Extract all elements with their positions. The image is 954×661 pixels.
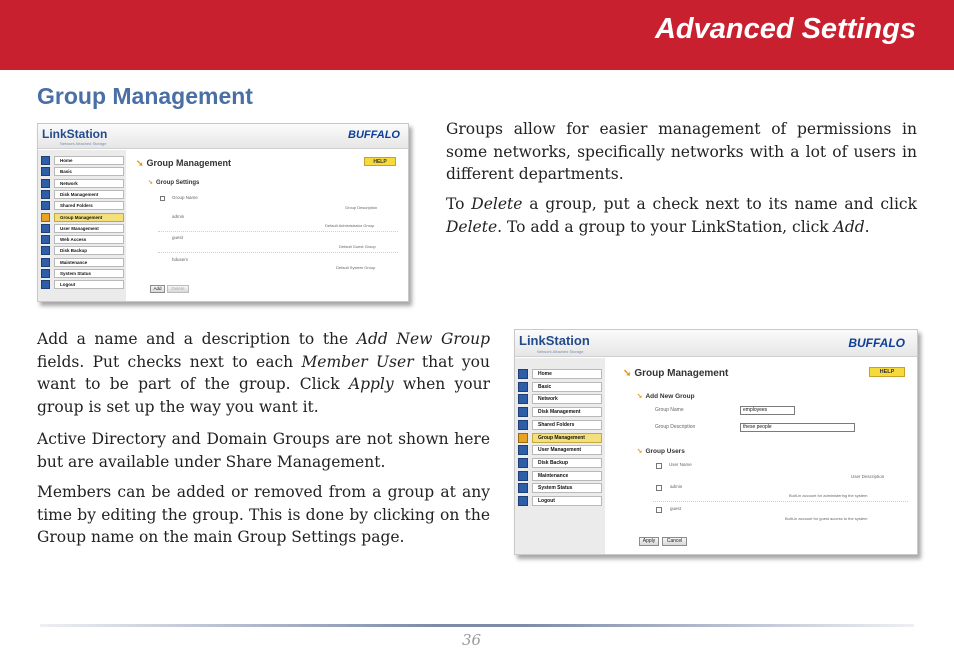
section-title: Group Management: [37, 83, 253, 109]
sidebar-item-shared-folders[interactable]: [38, 201, 124, 210]
group-row-name[interactable]: guest: [172, 235, 184, 240]
add-new-group-heading: ➘ Add New Group: [637, 393, 695, 400]
buffalo-logo: BUFFALO: [348, 129, 400, 141]
nav-item-icon: [518, 382, 528, 392]
group-name-label: Group Name: [655, 407, 684, 413]
nav-item-label: Disk Backup: [532, 458, 602, 468]
sidebar-item-shared-folders[interactable]: [515, 420, 602, 430]
group-description-label: Group Description: [655, 424, 696, 430]
nav-item-icon: [518, 496, 528, 506]
screen-page-title: ➘ Group Management: [623, 368, 729, 379]
sidebar-item-disk-management[interactable]: [515, 407, 602, 417]
nav-item-label: Basic: [54, 167, 124, 176]
buffalo-logo: BUFFALO: [848, 336, 905, 350]
sidebar-item-disk-backup[interactable]: [38, 246, 124, 255]
nav-item-icon: [41, 167, 50, 176]
sidebar-item-disk-management[interactable]: [38, 190, 124, 199]
group-row-name[interactable]: hdusers: [172, 257, 189, 262]
nav-item-label: System Status: [54, 269, 124, 278]
nav-item-icon: [41, 269, 50, 278]
sidebar-item-system-status[interactable]: [515, 483, 602, 493]
sidebar-item-home[interactable]: [515, 369, 602, 379]
group-row-description: Default Administrator Group: [325, 223, 375, 228]
group-settings-heading: ➘ Group Settings: [148, 180, 200, 186]
group-row-description: Default System Group: [336, 265, 376, 270]
page-number: 36: [462, 631, 482, 649]
nav-item-label: User Management: [532, 445, 602, 455]
help-button[interactable]: HELP: [869, 367, 905, 377]
sidebar-nav: [38, 150, 126, 302]
group-settings-screenshot: [37, 123, 409, 302]
sidebar-item-user-management[interactable]: [515, 445, 602, 455]
user-row-description: Built-in account for guest access to the system: [785, 516, 868, 521]
nav-item-icon: [41, 235, 50, 244]
sidebar-item-logout[interactable]: [515, 496, 602, 506]
nav-item-label: User Management: [54, 224, 124, 233]
nav-item-icon: [518, 433, 528, 443]
nav-item-label: Shared Folders: [54, 201, 124, 210]
sidebar-item-logout[interactable]: [38, 280, 124, 289]
nav-item-label: Shared Folders: [532, 420, 602, 430]
sidebar-item-maintenance[interactable]: [515, 471, 602, 481]
header-banner: [0, 0, 954, 70]
cancel-button[interactable]: Cancel: [662, 537, 687, 546]
nav-item-icon: [41, 246, 50, 255]
screenshot-header: [515, 330, 917, 357]
row-divider: [653, 501, 908, 502]
add-group-screenshot: [514, 329, 918, 555]
nav-item-label: Network: [54, 179, 124, 188]
sidebar-item-web-access[interactable]: [38, 235, 124, 244]
sidebar-item-disk-backup[interactable]: [515, 458, 602, 468]
user-row-description: Built-in account for administering the system: [789, 493, 868, 498]
nav-item-icon: [518, 394, 528, 404]
add-button[interactable]: Add: [150, 285, 165, 293]
nav-item-icon: [518, 483, 528, 493]
user-description-header: User Description: [851, 474, 885, 479]
user-checkbox-admin[interactable]: [656, 485, 662, 491]
delete-button[interactable]: Delete: [167, 285, 189, 293]
nav-item-icon: [41, 224, 50, 233]
group-description-header: Group Description: [345, 205, 378, 210]
add-group-paragraph: Add a name and a description to the Add New Group fields. Put checks next to each Member User that you want to be part of the group. Click Apply when your group is set up the way you want it.: [37, 330, 490, 416]
nav-item-label: Disk Management: [54, 190, 124, 199]
screen-page-title: ➘ Group Management: [136, 158, 232, 168]
group-row-name[interactable]: admin: [172, 214, 185, 219]
sidebar-item-home[interactable]: [38, 156, 124, 165]
nav-item-icon: [41, 258, 50, 267]
nav-item-icon: [41, 201, 50, 210]
footer-divider: [40, 624, 914, 627]
nav-item-label: Basic: [532, 382, 602, 392]
nav-item-label: Group Management: [54, 213, 124, 222]
group-description-input[interactable]: these people: [740, 423, 855, 432]
sidebar-item-group-management[interactable]: [515, 433, 602, 443]
sidebar-item-maintenance[interactable]: [38, 258, 124, 267]
sidebar-item-network[interactable]: [38, 179, 124, 188]
group-users-heading: ➘ Group Users: [637, 448, 685, 455]
nav-item-icon: [41, 179, 50, 188]
nav-item-icon: [518, 471, 528, 481]
sidebar-item-basic[interactable]: [515, 382, 602, 392]
nav-item-label: Group Management: [532, 433, 602, 443]
row-divider: [158, 231, 398, 232]
nav-item-label: Home: [54, 156, 124, 165]
group-name-input[interactable]: employees: [740, 406, 795, 415]
sidebar-item-basic[interactable]: [38, 167, 124, 176]
nav-item-label: Network: [532, 394, 602, 404]
active-directory-paragraph: Active Directory and Domain Groups are not shown here but are available under Share Management.: [37, 430, 490, 471]
nav-item-icon: [41, 156, 50, 165]
edit-members-paragraph: Members can be added or removed from a group at any time by editing the group. This is done by clicking on the Group name on the main Group Settings page.: [37, 483, 490, 546]
nav-item-label: Logout: [532, 496, 602, 506]
sidebar-nav: [515, 358, 605, 555]
linkstation-logo: LinkStation: [42, 127, 108, 141]
nav-item-icon: [518, 458, 528, 468]
select-all-users-checkbox[interactable]: [656, 463, 662, 469]
sidebar-item-user-management[interactable]: [38, 224, 124, 233]
user-checkbox-guest[interactable]: [656, 507, 662, 513]
nav-item-label: Disk Management: [532, 407, 602, 417]
nav-item-label: System Status: [532, 483, 602, 493]
nav-item-icon: [41, 190, 50, 199]
user-row-name: guest: [670, 506, 682, 511]
sidebar-item-system-status[interactable]: [38, 269, 124, 278]
nav-item-label: Disk Backup: [54, 246, 124, 255]
row-divider: [158, 252, 398, 253]
nav-item-label: Web Access: [54, 235, 124, 244]
linkstation-subtitle: Network Attached Storage: [537, 349, 584, 354]
delete-paragraph: To Delete a group, put a check next to its name and click Delete. To add a group to your LinkStation, click Add.: [446, 195, 917, 236]
linkstation-logo: LinkStation: [519, 333, 590, 348]
screenshot-header: [38, 124, 408, 149]
nav-item-label: Logout: [54, 280, 124, 289]
sidebar-item-network[interactable]: [515, 394, 602, 404]
nav-item-icon: [518, 369, 528, 379]
group-name-header: Group Name: [172, 195, 198, 200]
nav-item-icon: [41, 280, 50, 289]
linkstation-subtitle: Network Attached Storage: [60, 141, 107, 146]
nav-item-icon: [41, 213, 50, 222]
nav-item-icon: [518, 445, 528, 455]
help-button[interactable]: HELP: [364, 157, 396, 166]
intro-paragraph: Groups allow for easier management of permissions in some networks, specifically networks with a lot of users in different departments.: [446, 120, 917, 183]
select-all-checkbox[interactable]: [160, 196, 165, 201]
nav-item-icon: [518, 420, 528, 430]
sidebar-item-group-management[interactable]: [38, 213, 124, 222]
group-row-description: Default Guest Group: [339, 244, 376, 249]
nav-item-label: Maintenance: [532, 471, 602, 481]
page-header-title: Advanced Settings: [654, 13, 916, 45]
nav-item-icon: [518, 407, 528, 417]
apply-button[interactable]: Apply: [639, 537, 659, 546]
nav-item-label: Home: [532, 369, 602, 379]
nav-item-label: Maintenance: [54, 258, 124, 267]
user-name-header: User Name: [669, 462, 692, 467]
user-row-name: admin: [670, 484, 683, 489]
